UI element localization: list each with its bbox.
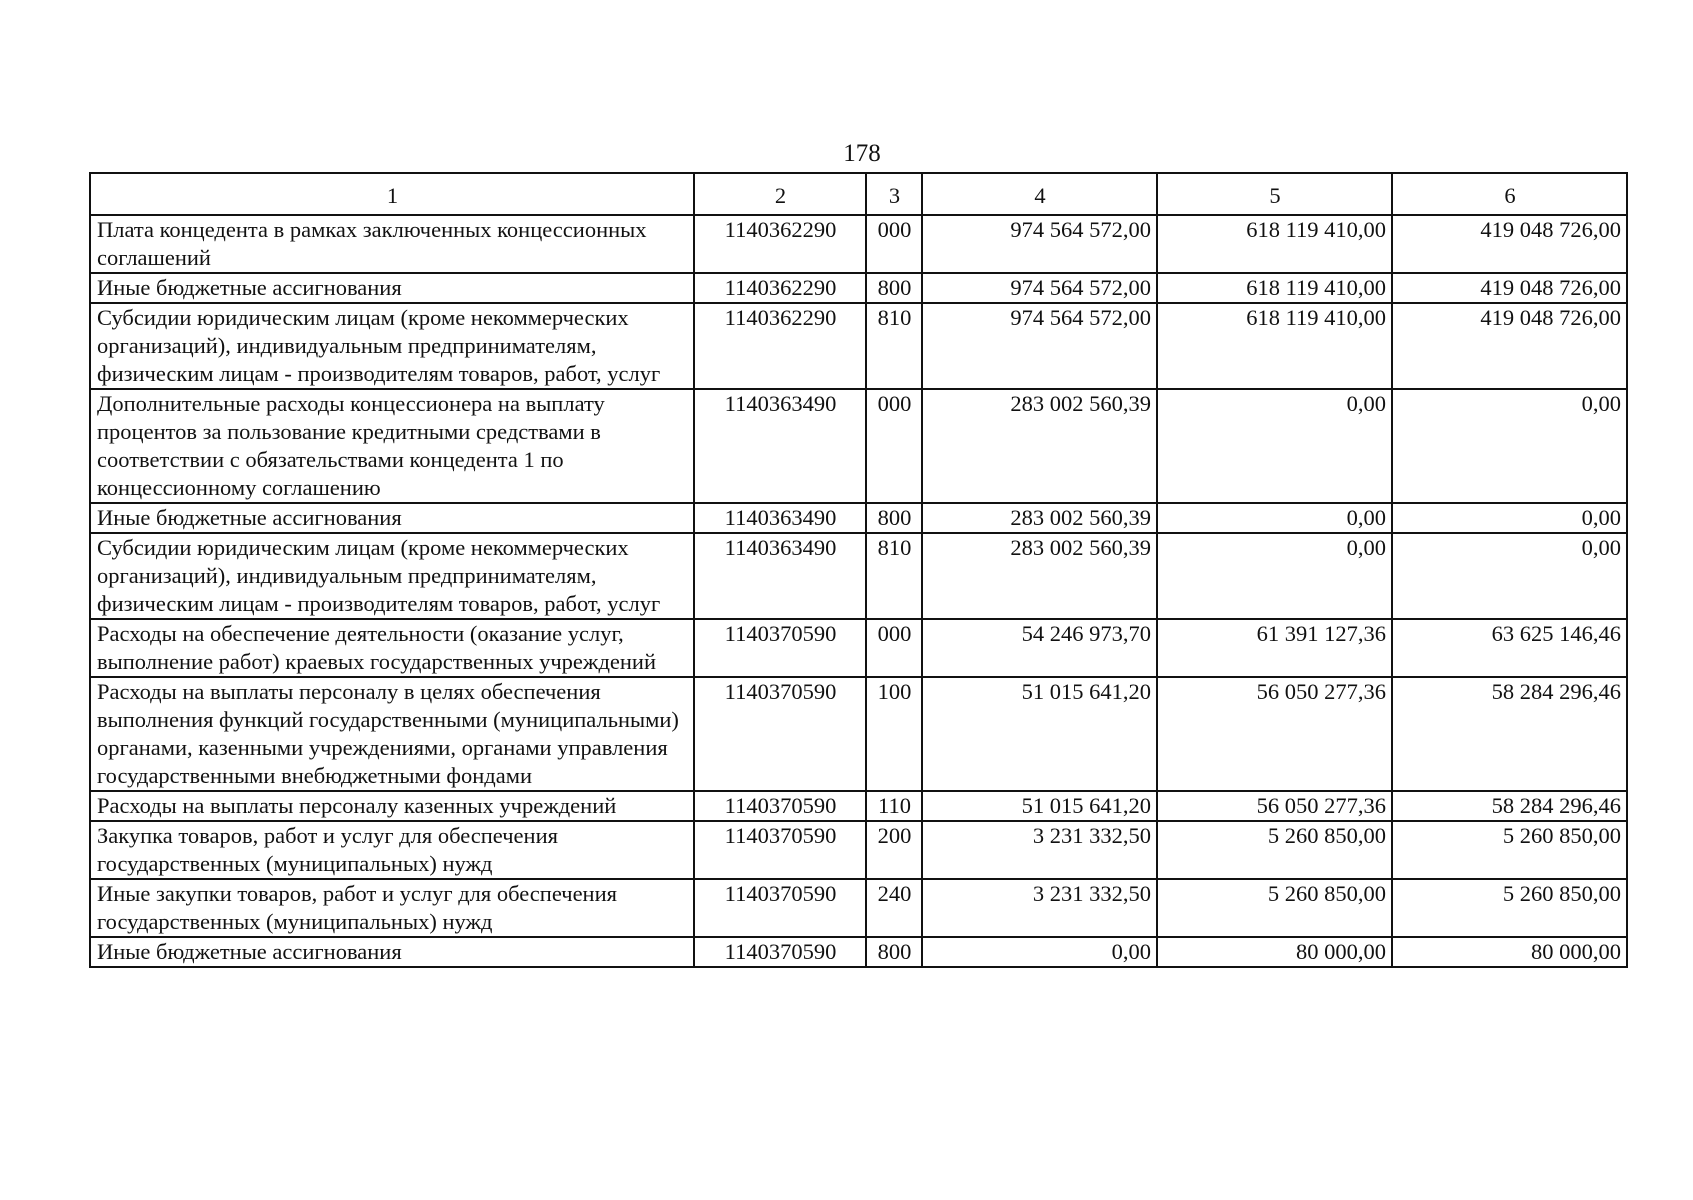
row-amount-col6: 63 625 146,46 bbox=[1392, 619, 1627, 677]
row-type: 800 bbox=[866, 273, 922, 303]
row-name: Иные бюджетные ассигнования bbox=[90, 273, 694, 303]
row-code: 1140363490 bbox=[694, 533, 866, 619]
row-code: 1140370590 bbox=[694, 677, 866, 791]
column-header-6: 6 bbox=[1392, 173, 1627, 215]
row-amount-col5: 5 260 850,00 bbox=[1157, 821, 1392, 879]
row-code: 1140363490 bbox=[694, 503, 866, 533]
column-header-1: 1 bbox=[90, 173, 694, 215]
table-row bbox=[90, 533, 1627, 619]
row-name: Расходы на выплаты персоналу казенных учреждений bbox=[90, 791, 694, 821]
row-name: Расходы на выплаты персоналу в целях обеспечения выполнения функций государственными (муниципальными) органами, казенными учреждениями, органами управления государственными внебюджетными фондами bbox=[90, 677, 694, 791]
row-amount-col5: 618 119 410,00 bbox=[1157, 303, 1392, 389]
table-header bbox=[90, 173, 1627, 215]
row-amount-col4: 3 231 332,50 bbox=[922, 821, 1157, 879]
table-row bbox=[90, 879, 1627, 937]
row-amount-col5: 0,00 bbox=[1157, 503, 1392, 533]
row-name: Расходы на обеспечение деятельности (оказание услуг, выполнение работ) краевых государственных учреждений bbox=[90, 619, 694, 677]
table-row bbox=[90, 619, 1627, 677]
row-type: 000 bbox=[866, 619, 922, 677]
budget-table bbox=[89, 172, 1628, 968]
row-type: 240 bbox=[866, 879, 922, 937]
row-amount-col5: 61 391 127,36 bbox=[1157, 619, 1392, 677]
row-name: Иные бюджетные ассигнования bbox=[90, 503, 694, 533]
row-amount-col4: 283 002 560,39 bbox=[922, 533, 1157, 619]
row-type: 000 bbox=[866, 389, 922, 503]
row-type: 810 bbox=[866, 303, 922, 389]
row-type: 800 bbox=[866, 503, 922, 533]
row-name: Иные бюджетные ассигнования bbox=[90, 937, 694, 967]
row-amount-col6: 58 284 296,46 bbox=[1392, 677, 1627, 791]
row-type: 000 bbox=[866, 215, 922, 273]
row-name: Иные закупки товаров, работ и услуг для обеспечения государственных (муниципальных) нужд bbox=[90, 879, 694, 937]
row-amount-col5: 618 119 410,00 bbox=[1157, 215, 1392, 273]
row-amount-col6: 419 048 726,00 bbox=[1392, 273, 1627, 303]
row-amount-col6: 5 260 850,00 bbox=[1392, 879, 1627, 937]
row-code: 1140362290 bbox=[694, 303, 866, 389]
row-type: 200 bbox=[866, 821, 922, 879]
row-amount-col4: 51 015 641,20 bbox=[922, 677, 1157, 791]
row-amount-col6: 0,00 bbox=[1392, 503, 1627, 533]
row-name: Плата концедента в рамках заключенных концессионных соглашений bbox=[90, 215, 694, 273]
table-row bbox=[90, 821, 1627, 879]
row-code: 1140370590 bbox=[694, 791, 866, 821]
column-header-3: 3 bbox=[866, 173, 922, 215]
row-amount-col5: 80 000,00 bbox=[1157, 937, 1392, 967]
row-amount-col5: 618 119 410,00 bbox=[1157, 273, 1392, 303]
row-amount-col4: 54 246 973,70 bbox=[922, 619, 1157, 677]
table-row bbox=[90, 215, 1627, 273]
row-code: 1140370590 bbox=[694, 937, 866, 967]
row-amount-col4: 974 564 572,00 bbox=[922, 303, 1157, 389]
row-amount-col5: 56 050 277,36 bbox=[1157, 791, 1392, 821]
row-code: 1140362290 bbox=[694, 215, 866, 273]
table-row bbox=[90, 677, 1627, 791]
row-type: 810 bbox=[866, 533, 922, 619]
row-type: 800 bbox=[866, 937, 922, 967]
row-amount-col5: 0,00 bbox=[1157, 533, 1392, 619]
row-amount-col6: 80 000,00 bbox=[1392, 937, 1627, 967]
row-amount-col6: 58 284 296,46 bbox=[1392, 791, 1627, 821]
row-amount-col6: 0,00 bbox=[1392, 533, 1627, 619]
row-amount-col4: 974 564 572,00 bbox=[922, 273, 1157, 303]
row-name: Закупка товаров, работ и услуг для обеспечения государственных (муниципальных) нужд bbox=[90, 821, 694, 879]
row-amount-col4: 283 002 560,39 bbox=[922, 389, 1157, 503]
row-code: 1140370590 bbox=[694, 879, 866, 937]
row-code: 1140370590 bbox=[694, 619, 866, 677]
row-type: 100 bbox=[866, 677, 922, 791]
column-header-4: 4 bbox=[922, 173, 1157, 215]
row-amount-col4: 51 015 641,20 bbox=[922, 791, 1157, 821]
row-amount-col6: 5 260 850,00 bbox=[1392, 821, 1627, 879]
row-amount-col6: 0,00 bbox=[1392, 389, 1627, 503]
table-row bbox=[90, 389, 1627, 503]
table-row bbox=[90, 303, 1627, 389]
header-row bbox=[90, 173, 1627, 215]
column-header-5: 5 bbox=[1157, 173, 1392, 215]
row-type: 110 bbox=[866, 791, 922, 821]
row-code: 1140363490 bbox=[694, 389, 866, 503]
row-name: Дополнительные расходы концессионера на выплату процентов за пользование кредитными средствами в соответствии с обязательствами концедента 1 по концессионному соглашению bbox=[90, 389, 694, 503]
row-amount-col5: 5 260 850,00 bbox=[1157, 879, 1392, 937]
table-body bbox=[90, 215, 1627, 967]
row-amount-col6: 419 048 726,00 bbox=[1392, 215, 1627, 273]
row-amount-col4: 283 002 560,39 bbox=[922, 503, 1157, 533]
row-code: 1140362290 bbox=[694, 273, 866, 303]
row-name: Субсидии юридическим лицам (кроме некоммерческих организаций), индивидуальным предпринимателям, физическим лицам - производителям товаров, работ, услуг bbox=[90, 303, 694, 389]
column-header-2: 2 bbox=[694, 173, 866, 215]
table-row bbox=[90, 503, 1627, 533]
row-amount-col4: 974 564 572,00 bbox=[922, 215, 1157, 273]
table-row bbox=[90, 791, 1627, 821]
page-number: 178 bbox=[843, 140, 881, 167]
row-code: 1140370590 bbox=[694, 821, 866, 879]
row-amount-col4: 0,00 bbox=[922, 937, 1157, 967]
table-row bbox=[90, 937, 1627, 967]
row-name: Субсидии юридическим лицам (кроме некоммерческих организаций), индивидуальным предпринимателям, физическим лицам - производителям товаров, работ, услуг bbox=[90, 533, 694, 619]
row-amount-col5: 0,00 bbox=[1157, 389, 1392, 503]
row-amount-col4: 3 231 332,50 bbox=[922, 879, 1157, 937]
row-amount-col6: 419 048 726,00 bbox=[1392, 303, 1627, 389]
table-row bbox=[90, 273, 1627, 303]
row-amount-col5: 56 050 277,36 bbox=[1157, 677, 1392, 791]
